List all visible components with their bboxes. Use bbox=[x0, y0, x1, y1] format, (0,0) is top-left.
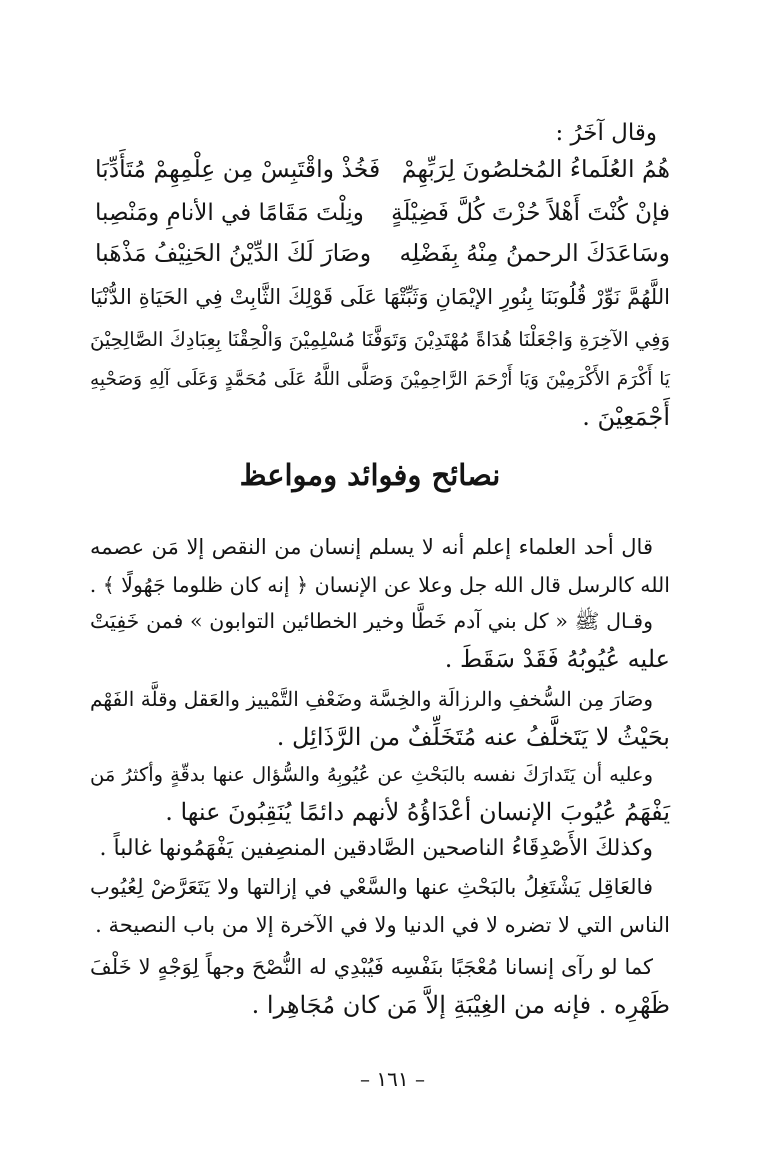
paragraph-line: كما لو رآى إنسانا مُعْجَبًا بنَفْسِه فَيُبْدِي له النُّصْحَ وجهاً لِوَجْهٍ لا خَلْفَ bbox=[90, 955, 653, 979]
prayer-line: اللَّهُمَّ نَوِّرْ قُلُوبَنَا بِنُورِ الإيْمَانِ وَثَبِّتْهَا عَلَى قَوْلِكَ الثَّابِتْ فِي الحَيَاةِ الدُّنْيَا bbox=[90, 285, 670, 309]
poem-verse bbox=[95, 152, 670, 186]
intro-line: وقال آخَرُ : bbox=[555, 120, 657, 146]
verse-second-hemistich: فَخُذْ واقْتَبِسْ مِن عِلْمِهِمْ مُتَأَدِّبَا bbox=[95, 155, 381, 183]
prayer-line: وَفِي الآخِرَةِ وَاجْعَلْنَا هُدَاةً مُهْتَدِيْنَ وَتَوَفَّنَا مُسْلِمِيْنَ وَالْحِقْنَا بِعِبَادِكَ الصَّالِحِيْنَ bbox=[90, 328, 670, 351]
paragraph-line: وعليه أن يَتَدارَكَ نفسه بالبَحْثِ عن عُيُوبِهُ والسُّؤال عنها بدقّةٍ وأكثرُ مَن bbox=[90, 763, 653, 786]
prayer-line: أَجْمَعِيْنَ . bbox=[582, 403, 670, 431]
verse-first-hemistich: فإنْ كُنْتَ أَهْلاً حُزْتَ كُلَّ فَضِيْلَةٍ bbox=[391, 200, 670, 226]
verse-first-hemistich: هُمُ العُلَماءُ المُخلصُونَ لِرَبِّهِمْ bbox=[401, 155, 670, 183]
paragraph-line: الناس التي لا تضره لا في الدنيا ولا في الآخرة إلا من باب النصيحة . bbox=[95, 913, 670, 937]
prayer-line: يَا أَكْرَمَ الأَكْرَمِيْنَ وَيَا أَرْحَمَ الرَّاحِمِيْنَ وَصَلَّى اللَّهُ عَلَى مُحَمَّدٍ وَعَلَى آلِهِ وَصَحْبِهِ bbox=[90, 369, 670, 390]
poem-verse bbox=[95, 236, 670, 270]
paragraph-line: عليه عُيُوبُهُ فَقَدْ سَقَطَ . bbox=[444, 645, 670, 673]
paragraph-line: قال أحد العلماء إعلم أنه لا يسلم إنسان من النقص إلا مَن عصمه bbox=[90, 535, 653, 559]
verse-first-hemistich: وسَاعَدَكَ الرحمنُ مِنْهُ بِفَضْلِه bbox=[399, 239, 670, 267]
paragraph-line: وقـال ﷺ « كل بني آدم خَطَّا وخير الخطائين التوابون » فمن خَفِيَتْ bbox=[90, 609, 653, 633]
paragraph-line: يَفْهَمُ عُيُوبَ الإنسان أعْدَاؤُهُ لأنهم دائمًا يُنَقِبُونَ عنها . bbox=[165, 798, 670, 826]
verse-second-hemistich: وصَارَ لَكَ الدِّيْنُ الحَنِيْفُ مَذْهَبا bbox=[95, 239, 372, 267]
poem-verse bbox=[95, 196, 670, 230]
paragraph-line: ظَهْرِه . فإنه من الغِيْبَةِ إلاَّ مَن كان مُجَاهِرا . bbox=[251, 991, 670, 1019]
paragraph-line: بحَيْثُ لا يَتَخلَّفُ عنه مُتَخَلِّفٌ من الرَّذَائِل . bbox=[276, 723, 670, 751]
section-heading: نصائح وفوائد ومواعظ bbox=[239, 458, 501, 492]
verse-second-hemistich: ونِلْتَ مَقَامًا في الأنامِ ومَنْصِبا bbox=[95, 200, 364, 226]
paragraph-line: وصَارَ مِن السُّخفِ والرزالَة والخِسَّة وضَعْفِ التَّمْييز والعَقل وقلَّة الفَهْم bbox=[90, 687, 653, 711]
paragraph-line: الله كالرسل قال الله جل وعلا عن الإنسان ﴿ إنه كان ظلوما جَهُولًا ﴾ . bbox=[89, 573, 670, 597]
paragraph-line: فالعَاقِل يَشْتَغِلُ بالبَحْثِ عنها والسَّعْي في إزالتها ولا يَتَعَرَّضْ لِعُيُوب bbox=[90, 875, 653, 899]
paragraph-line: وكذلكَ الأَصْدِقَاءُ الناصحين الصَّادقين المنصِفين يَفْهَمُونها غالباً . bbox=[99, 836, 653, 861]
page-number: – ١٦١ – bbox=[360, 1067, 425, 1091]
